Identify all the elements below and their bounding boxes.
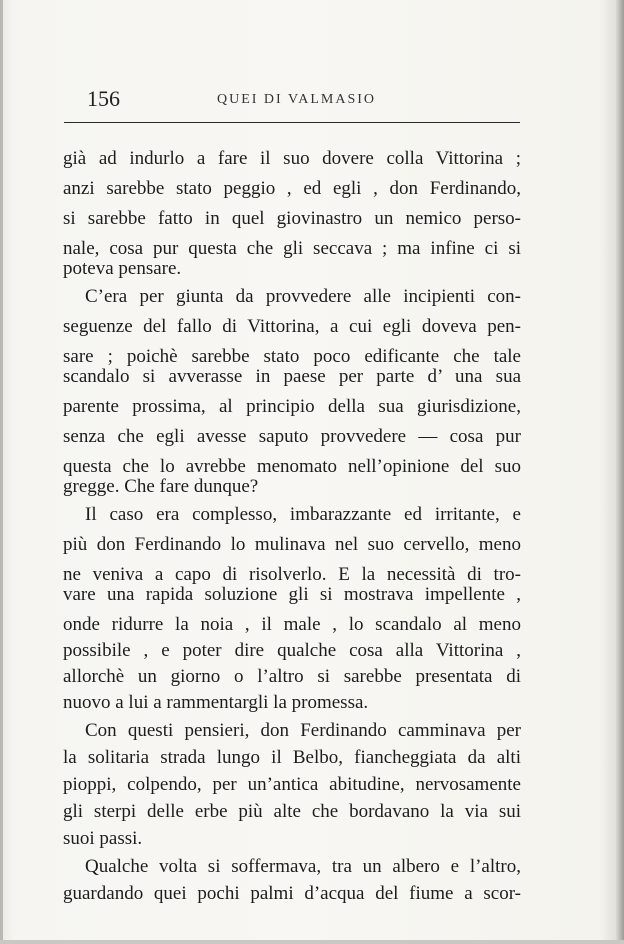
text-line: Con questi pensieri, don Ferdinando camminava per [85,720,521,741]
text-line: scandalo si avverasse in paese per parte d’ una sua [63,366,521,387]
running-head: QUEI DI VALMASIO [217,92,377,107]
text-line: nuovo a lui a rammentargli la promessa. [63,692,369,713]
text-line: senza che egli avesse saputo provvedere — cosa pur [63,426,521,447]
text-line: anzi sarebbe stato peggio , ed egli , don Ferdinando, [63,178,521,199]
text-line: seguenze del fallo di Vittorina, a cui egli doveva pen- [63,316,521,337]
text-line: C’era per giunta da provvedere alle incipienti con- [85,286,521,307]
text-line: sare ; poichè sarebbe stato poco edificante che tale [63,346,521,367]
text-line: pioppi, colpendo, per un’antica abitudine, nervosamente [63,774,521,795]
text-line: Il caso era complesso, imbarazzante ed irritante, e [85,504,521,525]
text-line: gregge. Che fare dunque? [63,476,259,497]
text-line: vare una rapida soluzione gli si mostrava impellente , [63,584,521,605]
text-line: la solitaria strada lungo il Belbo, fiancheggiata da alti [63,747,521,768]
page-number: 156 [87,86,120,111]
text-line: allorchè un giorno o l’altro si sarebbe presentata di [63,666,521,687]
text-line: gli sterpi delle erbe più alte che bordavano la via sui [63,801,521,822]
text-line: ne veniva a capo di risolverlo. E la necessità di tro- [63,564,521,585]
text-line: questa che lo avrebbe menomato nell’opinione del suo [63,456,521,477]
text-line: Qualche volta si soffermava, tra un albero e l’altro, [85,856,521,877]
text-line: più don Ferdinando lo mulinava nel suo cervello, meno [63,534,521,555]
text-line: guardando quei pochi palmi d’acqua del fiume a scor- [63,883,521,904]
text-line: suoi passi. [63,828,143,849]
text-line: parente prossima, al principio della sua giurisdizione, [63,396,521,417]
text-line: già ad indurlo a fare il suo dovere colla Vittorina ; [63,148,521,169]
text-line: poteva pensare. [63,258,182,279]
text-line: nale, cosa pur questa che gli seccava ; ma infine ci si [63,238,521,259]
text-line: possibile , e poter dire qualche cosa alla Vittorina , [63,640,521,661]
text-line: onde ridurre la noia , il male , lo scandalo al meno [63,614,521,635]
text-line: si sarebbe fatto in quel giovinastro un nemico perso- [63,208,521,229]
